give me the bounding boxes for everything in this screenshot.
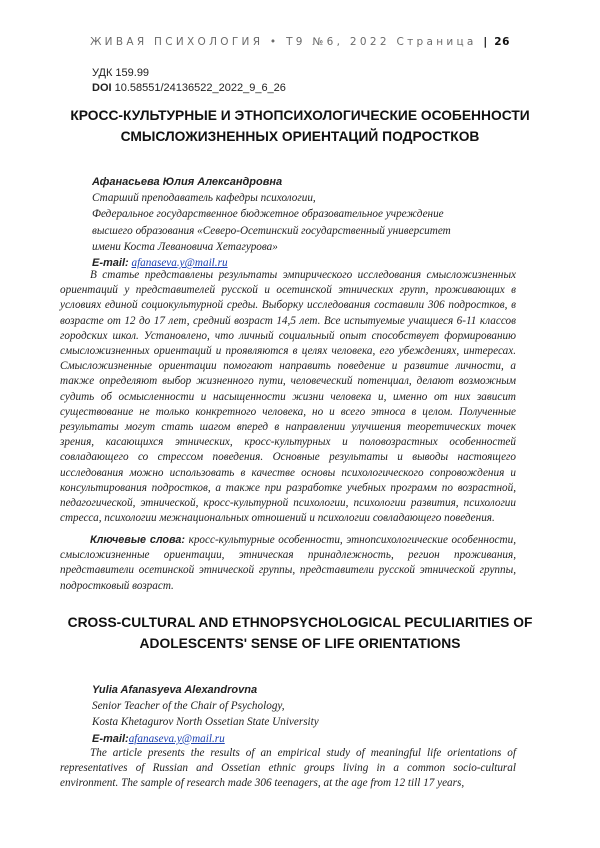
doi-line [92,82,286,94]
email-link-en[interactable]: afanaseva.y@mail.ru [128,732,225,745]
page-number: 26 [494,36,510,48]
email-label: E-mail: [92,257,129,270]
keywords-text: кросс-культурные особенности, этнопсихологические особенности, смысложизненные ориентации, этническая принадлежность, регион проживания, представители осетинской этнической группы, представители русской этнической группы, подростковый возраст. [60,534,516,592]
affiliation-line: Senior Teacher of the Chair of Psychology, [92,700,285,713]
email-label: E-mail: [92,732,129,745]
keywords-label: Ключевые слова: [90,534,185,546]
email-link-ru[interactable]: afanaseva.y@mail.ru [131,257,228,270]
udc-line: УДК 159.99 [92,67,150,79]
affiliation-line: имени Коста Левановича Хетагурова» [92,240,278,253]
running-head [40,36,560,48]
author-block-ru [92,174,532,271]
doi-label: DOI [92,82,112,94]
page-separator: | [483,36,488,48]
keywords-ru [60,533,516,594]
page-word: Страница [396,36,477,48]
affiliation-line: высшего образования «Северо-Осетинский государственный университет [92,224,451,237]
author-name-en: Yulia Afanasyeva Alexandrovna [92,684,258,696]
abstract-ru: В статье представлены результаты эмпирического исследования смысложизненных ориентаций у представителей русской и осетинской этнических групп, проживающих в условиях единой социокультурной среды. Выборку исследования составили 306 подростков, в возрасте от 12 до 17 лет, средний возраст 14,5 лет. Все испытуемые учащиеся 6-11 классов городских школ. Установлено, что личный социальный опыт способствует формированию смысложизненных ориентаций и проявляются в целях человека, его убеждениях, интересах. Смысложизненные ориентации помогают направить поведение и развитие личности, а также определяют выбор жизненного пути, человеческий потенциал, делают возможным судить об осмысленности и насыщенности жизни человека и, именно от них зависит существование не только конкретного человека, но и всего этноса в целом. Полученные результаты могут стать шагом вперед в направлении улучшения теоретических точек зрения, касающихся этнических, кросс-культурных и половозрастных особенностей совладающего со стрессом поведения. Основные результаты и выводы настоящего исследования можно использовать в качестве основы психологического сопровождения и консультирования подростков, а также при разработке учебных программ по возрастной, педагогической, этнической, кросс-культурной психологии, психологии развития, психологии стресса, психологии межнациональных отношений и психологии совладающего поведения. [60,269,516,525]
article-title-ru: КРОСС-КУЛЬТУРНЫЕ И ЭТНОПСИХОЛОГИЧЕСКИЕ ОСОБЕННОСТИ СМЫСЛОЖИЗНЕННЫХ ОРИЕНТАЦИЙ ПОДРОСТКОВ [70,108,530,144]
email-line-en [92,731,532,747]
article-title-en: CROSS-CULTURAL AND ETHNOPSYCHOLOGICAL PECULIARITIES OF ADOLESCENTS' SENSE OF LIFE ORIENTATIONS [67,615,533,651]
doi-value: 10.58551/24136522_2022_9_6_26 [114,82,286,94]
affiliation-line: Старший преподаватель кафедры психологии, [92,192,316,205]
abstract-en: The article presents the results of an empirical study of meaningful life orientations of representatives of Russian and Ossetian ethnic groups living in a common socio-cultural environment. The sample of research made 306 teenagers, at the age from 12 till 17 years, [60,747,516,790]
author-block-en [92,682,532,747]
author-name-ru: Афанасьева Юлия Александровна [92,176,283,188]
journal-title: ЖИВАЯ ПСИХОЛОГИЯ • Т9 №6, 2022 [90,36,390,48]
affiliation-line: Федеральное государственное бюджетное образовательное учреждение [92,208,444,221]
affiliation-line: Kosta Khetagurov North Ossetian State University [92,716,319,729]
